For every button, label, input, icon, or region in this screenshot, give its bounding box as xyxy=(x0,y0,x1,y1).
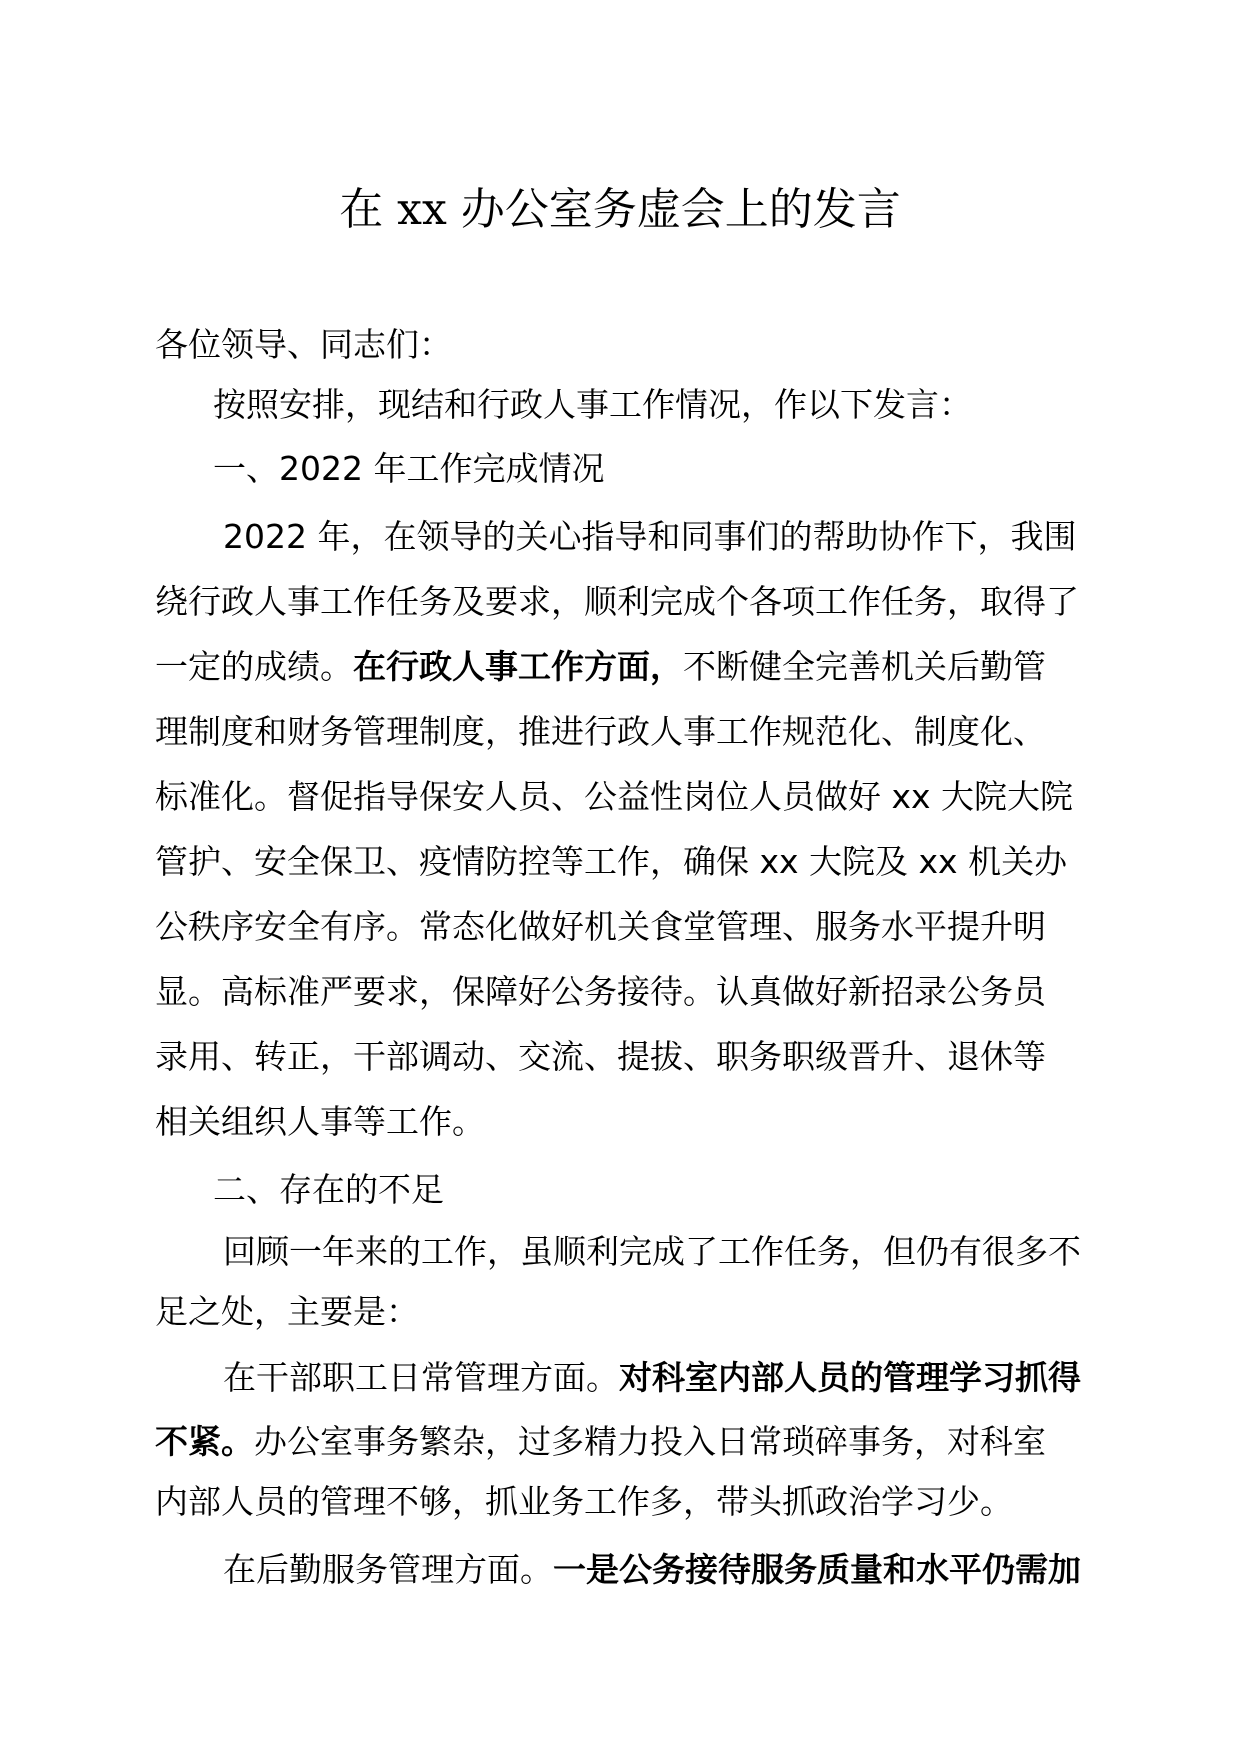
bold-emphasis: 在行政人事工作方面， xyxy=(353,647,683,686)
section-2-heading: 二、存在的不足 xyxy=(213,1170,444,1209)
bold-emphasis: 不紧。 xyxy=(155,1422,254,1461)
paragraph-3-line-3: 内部人员的管理不够，抓业务工作多，带头抓政治学习少。 xyxy=(155,1482,1013,1521)
intro-paragraph: 按照安排，现结和行政人事工作情况，作以下发言： xyxy=(213,385,972,424)
paragraph-1-line-6: 管护、安全保卫、疫情防控等工作，确保 xx 大院及 xx 机关办 xyxy=(155,842,1068,881)
text-run: 在干部职工日常管理方面。 xyxy=(223,1358,619,1397)
paragraph-4-line-1 xyxy=(223,1548,1081,1592)
paragraph-2-line-1: 回顾一年来的工作，虽顺利完成了工作任务，但仍有很多不 xyxy=(223,1232,1081,1271)
paragraph-1-line-10: 相关组织人事等工作。 xyxy=(155,1102,485,1141)
text-run: 办公室事务繁杂，过多精力投入日常琐碎事务，对科室 xyxy=(254,1422,1046,1461)
text-run: 不断健全完善机关后勤管 xyxy=(683,647,1046,686)
paragraph-3-line-1 xyxy=(223,1356,1081,1400)
paragraph-1-line-4: 理制度和财务管理制度，推进行政人事工作规范化、制度化、 xyxy=(155,712,1046,751)
text-run: 在后勤服务管理方面。 xyxy=(223,1550,553,1589)
document-title: 在 xx 办公室务虚会上的发言 xyxy=(339,184,901,235)
paragraph-1-line-8: 显。高标准严要求，保障好公务接待。认真做好新招录公务员 xyxy=(155,972,1046,1011)
paragraph-2-line-2: 足之处，主要是： xyxy=(155,1292,419,1331)
paragraph-3-line-2 xyxy=(155,1420,1046,1464)
paragraph-1-line-5: 标准化。督促指导保安人员、公益性岗位人员做好 xx 大院大院 xyxy=(155,777,1074,816)
paragraph-1-line-7: 公秩序安全有序。常态化做好机关食堂管理、服务水平提升明 xyxy=(155,907,1046,946)
bold-emphasis: 对科室内部人员的管理学习抓得 xyxy=(619,1358,1081,1397)
text-run: 一定的成绩。 xyxy=(155,647,353,686)
bold-emphasis: 一是公务接待服务质量和水平仍需加 xyxy=(553,1550,1081,1589)
paragraph-1-line-9: 录用、转正，干部调动、交流、提拔、职务职级晋升、退休等 xyxy=(155,1037,1046,1076)
salutation: 各位领导、同志们： xyxy=(155,325,452,364)
section-1-heading: 一、2022 年工作完成情况 xyxy=(213,449,605,488)
paragraph-1-line-3 xyxy=(155,645,1046,689)
paragraph-1-line-1: 2022 年，在领导的关心指导和同事们的帮助协作下，我围 xyxy=(223,517,1077,556)
paragraph-1-line-2: 绕行政人事工作任务及要求，顺利完成个各项工作任务，取得了 xyxy=(155,582,1079,621)
